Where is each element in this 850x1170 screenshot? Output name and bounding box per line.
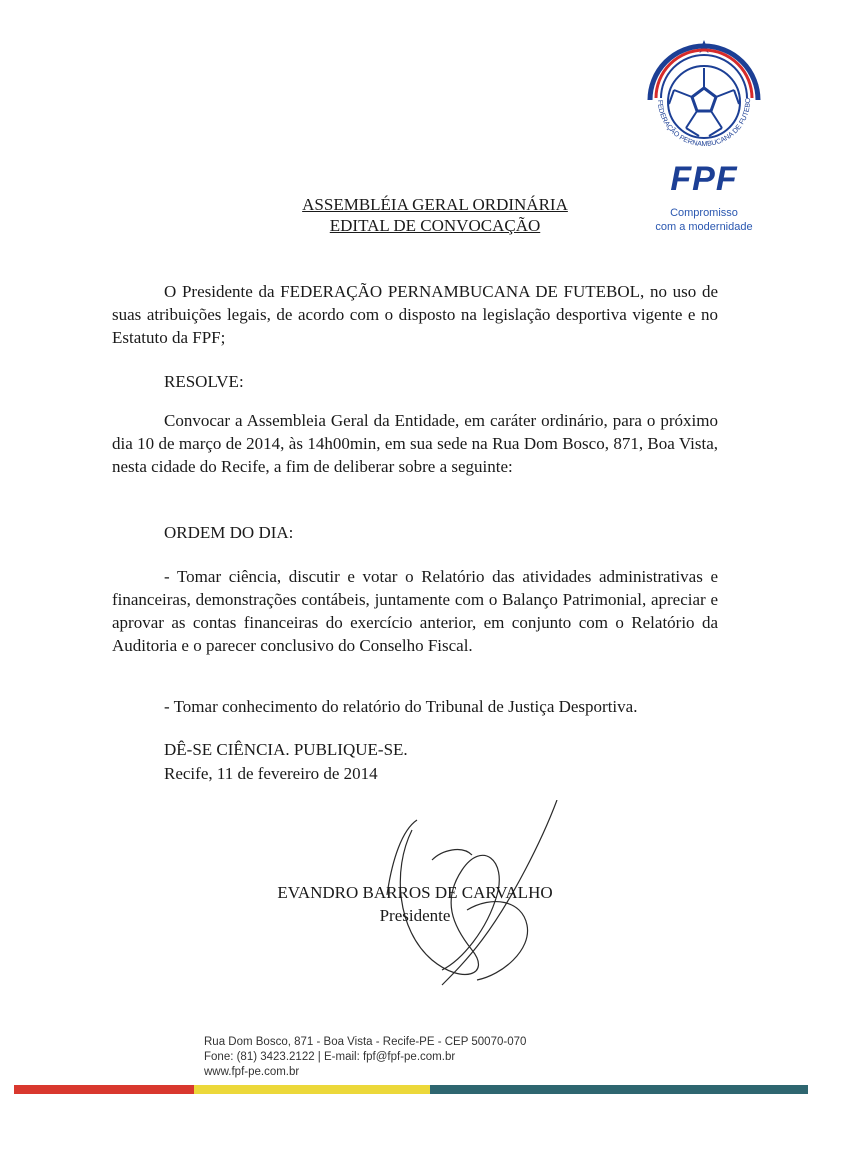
signatory-role: Presidente xyxy=(379,906,451,925)
convocation-paragraph: Convocar a Assembleia Geral da Entidade, em caráter ordinário, para o próximo dia 10 de março de 2014, às 14h00min, em sua sede na Rua Dom Bosco, 871, Boa Vista, nesta cidade do Recife, a fim de deliberar sobre a seguinte: xyxy=(112,411,718,476)
agenda-item-1: - Tomar ciência, discutir e votar o Relatório das atividades administrativas e financeiras, demonstrações contábeis, juntamente com o Balanço Patrimonial, apreciar e aprovar as contas financeiras do exercício anterior, em conjunto com o Relatório da Auditoria e o parecer conclusivo do Conselho Fiscal. xyxy=(112,567,718,655)
footer-stripe-red xyxy=(14,1085,194,1094)
footer-website: www.fpf-pe.com.br xyxy=(204,1066,300,1078)
footer-stripe-teal xyxy=(430,1085,808,1094)
heading-line1: ASSEMBLÉIA GERAL ORDINÁRIA xyxy=(302,195,568,214)
agenda-title: ORDEM DO DIA: xyxy=(164,523,294,542)
place-date: Recife, 11 de fevereiro de 2014 xyxy=(164,764,378,783)
resolve-label: RESOLVE: xyxy=(164,372,244,391)
agenda-item-2: - Tomar conhecimento do relatório do Tribunal de Justiça Desportiva. xyxy=(164,697,638,716)
logo-tagline-line1: Compromisso xyxy=(670,207,738,219)
footer xyxy=(204,1035,526,1080)
closing-statement: DÊ-SE CIÊNCIA. PUBLIQUE-SE. xyxy=(164,740,408,759)
fpf-logo xyxy=(636,38,772,233)
ring-text: FEDERAÇÃO PERNAMBUCANA DE FUTEBO xyxy=(655,97,753,149)
footer-stripe-yellow xyxy=(194,1085,430,1094)
heading-line2: EDITAL DE CONVOCAÇÃO xyxy=(329,216,541,235)
fpf-emblem-icon xyxy=(636,38,772,162)
signatory-name: EVANDRO BARROS DE CARVALHO xyxy=(277,883,553,902)
footer-contact: Fone: (81) 3423.2122 | E-mail: fpf@fpf-pe.com.br xyxy=(204,1051,456,1063)
document-heading xyxy=(200,194,670,236)
footer-address: Rua Dom Bosco, 871 - Boa Vista - Recife-PE - CEP 50070-070 xyxy=(204,1036,527,1048)
logo-tagline-line2: com a modernidade xyxy=(655,221,753,233)
logo-abbr: FPF xyxy=(670,160,738,198)
intro-paragraph: O Presidente da FEDERAÇÃO PERNAMBUCANA DE FUTEBOL, no uso de suas atribuições legais, de acordo com o disposto na legislação desportiva vigente e no Estatuto da FPF; xyxy=(112,282,718,347)
